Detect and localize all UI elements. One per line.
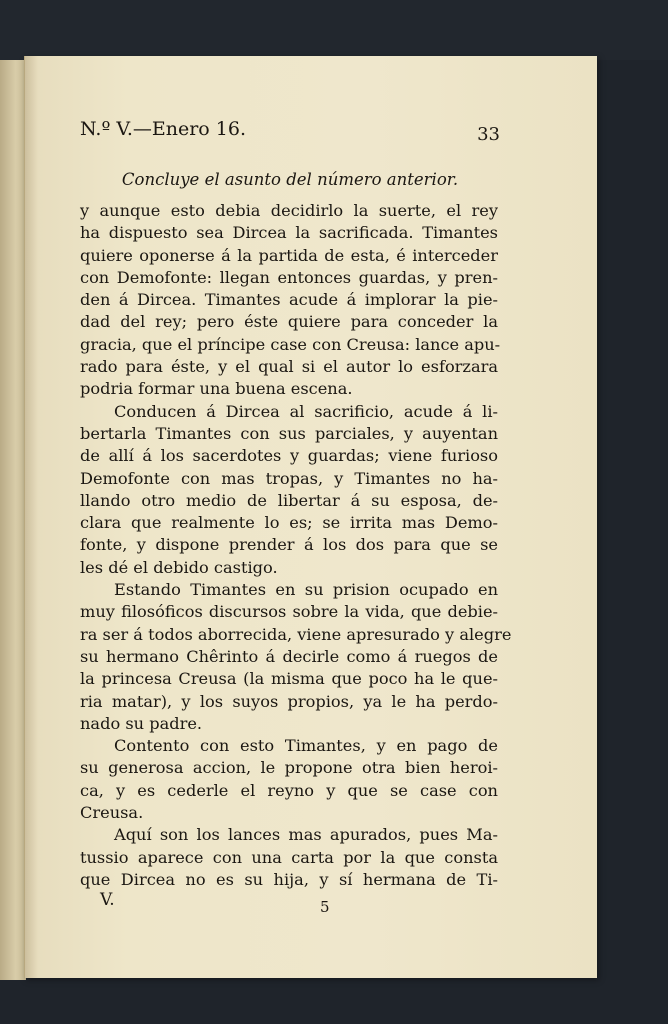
text-line: y aunque esto debia decidirlo la suerte, el rey [80,201,498,220]
page-footer [100,890,460,920]
text-line: bertarla Timantes con sus parciales, y auyentan [80,423,498,443]
previous-page-edge [0,60,26,980]
text-line: ria matar), y los suyos propios, ya le ha perdo- [80,691,498,711]
text-line: fonte, y dispone prender á los dos para que se [80,535,498,555]
text-line: de allí á los sacerdotes y guardas; viene furioso [80,446,498,466]
article-body [80,200,512,891]
page-number: 33 [477,124,500,145]
text-line: les dé el debido castigo. [80,557,278,577]
text-line: podria formar una buena escena. [80,379,353,399]
article-subtitle: Concluye el asunto del número anterior. [121,170,459,189]
text-line: nado su padre. [80,713,203,733]
text-line: Estando Timantes en su prision ocupado en [114,580,498,600]
text-line: la princesa Creusa (la misma que poco ha le que- [80,669,498,689]
text-line: dad del rey; pero éste quiere para conceder la [80,312,498,332]
page-header [80,118,500,148]
text-line: den á Dircea. Timantes acude á implorar la pie- [80,290,498,310]
text-line: clara que realmente lo es; se irrita mas Demo- [80,513,498,533]
text-line: su generosa accion, le propone otra bien heroi- [80,758,498,778]
scan-background [0,0,668,60]
text-line: ha dispuesto sea Dircea la sacrificada. Timantes [80,223,498,243]
text-line: su hermano Chêrinto á decirle como á ruegos de [80,646,498,666]
text-line: Demofonte con mas tropas, y Timantes no ha- [80,468,498,488]
signature-mark: V. [100,890,115,910]
gutter-shadow [24,56,38,978]
text-line: Creusa. [80,803,144,823]
sheet-number: 5 [320,898,330,916]
text-line: ca, y es cederle el reyno y que se case con [80,780,498,800]
text-line: rado para éste, y el qual si el autor lo esforzara [80,357,498,377]
text-line: llando otro medio de libertar á su esposa, de- [80,490,498,510]
text-line: ra ser á todos aborrecida, viene apresurado y alegre [80,624,512,644]
text-line: tussio aparece con una carta por la que consta [80,847,498,867]
issue-heading: N.º V.—Enero 16. [80,118,246,140]
text-line: Aquí son los lances mas apurados, pues Ma- [114,825,498,845]
text-line: Conducen á Dircea al sacrificio, acude á li- [114,401,498,421]
text-line: con Demofonte: llegan entonces guardas, y pren- [80,267,498,287]
text-line: que Dircea no es su hija, y sí hermana de Ti- [80,869,498,889]
text-line: Contento con esto Timantes, y en pago de [114,736,498,756]
text-line: gracia, que el príncipe case con Creusa: lance apu- [80,334,501,354]
text-line: muy filosóficos discursos sobre la vida, que debie- [80,602,498,622]
text-line: quiere oponerse á la partida de esta, é interceder [80,245,498,265]
